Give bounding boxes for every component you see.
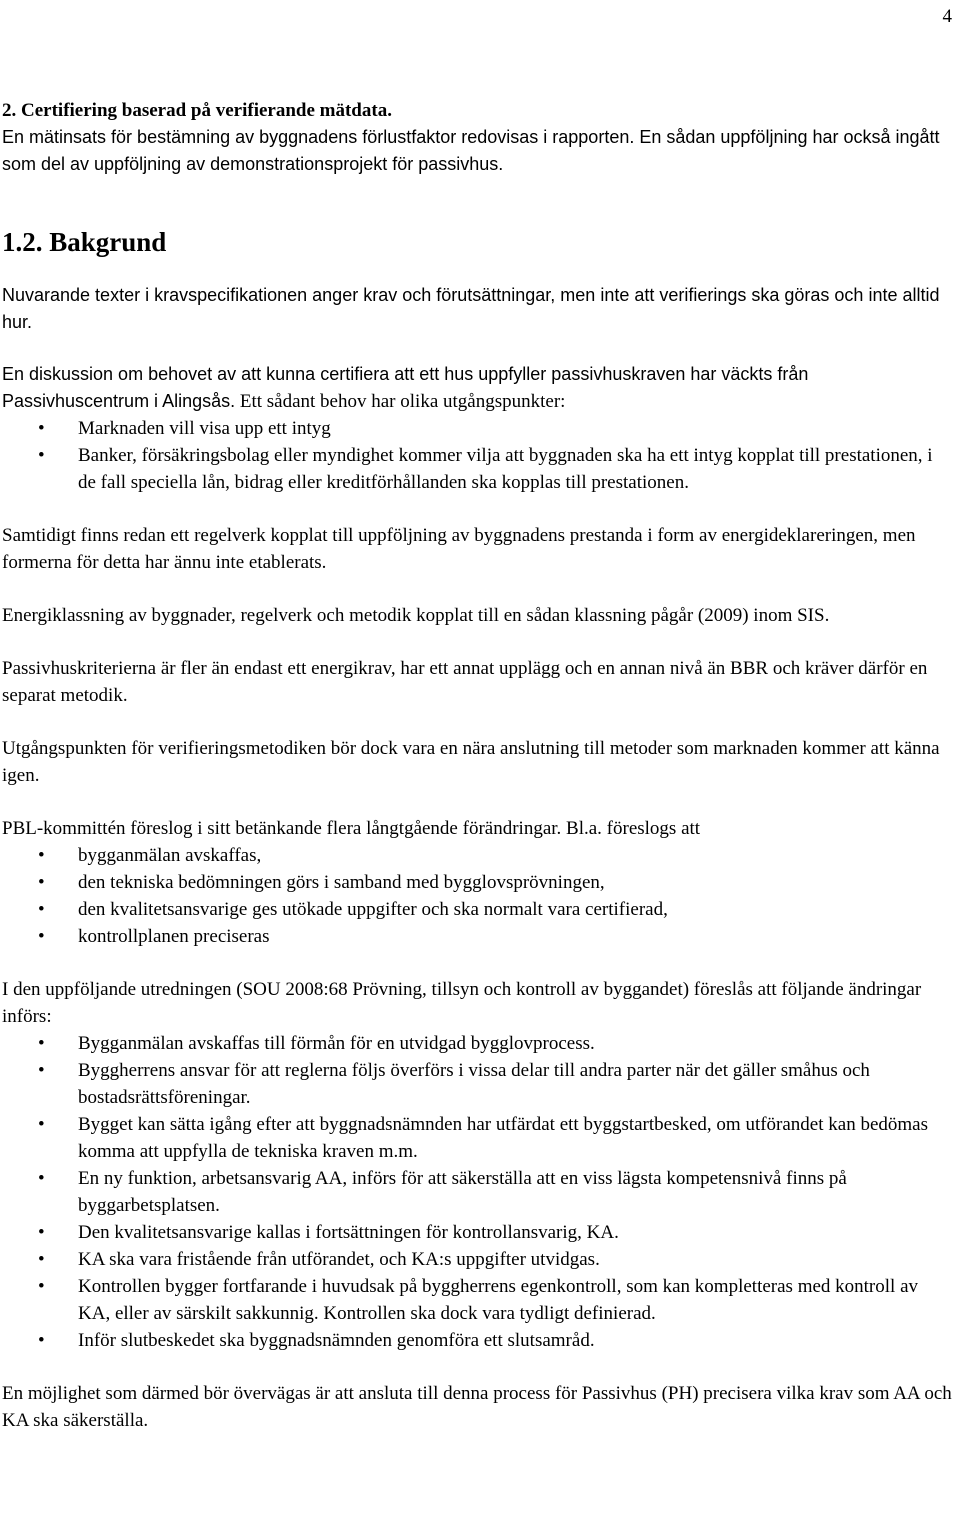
list-item <box>2 442 954 496</box>
list-item-text: Banker, försäkringsbolag eller myndighet kommer vilja att byggnaden ska ha ett intyg kopplat till prestationen, i de fall speciella lån, bidrag eller kreditförhållanden ska kopplas till prestationen. <box>78 445 933 493</box>
list-item-text: bygganmälan avskaffas, <box>78 845 262 866</box>
list-item-text: Bygganmälan avskaffas till förmån för en utvidgad bygglovprocess. <box>78 1033 595 1054</box>
bullet-list <box>2 842 954 950</box>
list-item <box>2 869 954 896</box>
list-item-text: Marknaden vill visa upp ett intyg <box>78 418 331 439</box>
list-item <box>2 1030 954 1057</box>
list-item-text: kontrollplanen preciseras <box>78 926 270 947</box>
paragraph: Nuvarande texter i kravspecifikationen anger krav och förutsättningar, men inte att verifierings ska göras och inte alltid hur. <box>2 285 940 332</box>
list-item <box>2 415 954 442</box>
paragraph-part: Ett sådant behov har olika utgångspunkter: <box>235 391 566 412</box>
paragraph-part: En diskussion om behovet av att kunna certifiera att ett hus uppfyller passivhuskraven har väckts från Passivhuscentrum i Alingsås. <box>2 364 809 411</box>
bullet-icon: • <box>38 1168 45 1189</box>
list-item-text: Den kvalitetsansvarige kallas i fortsättningen för kontrollansvarig, KA. <box>78 1222 619 1243</box>
bullet-list <box>2 415 954 496</box>
bullet-icon: • <box>38 1276 45 1297</box>
list-item <box>2 1273 954 1327</box>
bullet-icon: • <box>38 445 45 466</box>
list-item <box>2 923 954 950</box>
list-item <box>2 1219 954 1246</box>
paragraph: Samtidigt finns redan ett regelverk kopplat till uppföljning av byggnadens prestanda i form av energideklareringen, men formerna för detta har ännu inte etablerats. <box>2 525 916 573</box>
paragraph: Utgångspunkten för verifieringsmetodiken bör dock vara en nära anslutning till metoder som marknaden kommer att känna igen. <box>2 738 940 786</box>
list-item-text: Kontrollen bygger fortfarande i huvudsak på byggherrens egenkontroll, som kan kompletteras med kontroll av KA, eller av särskilt sakkunnig. Kontrollen ska dock vara tydligt definierad. <box>78 1276 918 1324</box>
list-item-text: den tekniska bedömningen görs i samband med bygglovsprövningen, <box>78 872 605 893</box>
list-item-text: Inför slutbeskedet ska byggnadsnämnden genomföra ett slutsamråd. <box>78 1330 595 1351</box>
list-item <box>2 1111 954 1165</box>
paragraph: PBL-kommittén föreslog i sitt betänkande flera långtgående förändringar. Bl.a. föreslogs att <box>2 818 701 839</box>
list-item <box>2 842 954 869</box>
document-body <box>2 97 954 1434</box>
paragraph: En möjlighet som därmed bör övervägas är att ansluta till denna process för Passivhus (PH) precisera vilka krav som AA och KA ska säkerställa. <box>2 1383 952 1431</box>
list-item <box>2 1057 954 1111</box>
list-item <box>2 1327 954 1354</box>
page-number: 4 <box>942 6 952 27</box>
bullet-icon: • <box>38 1060 45 1081</box>
list-item-text: Byggherrens ansvar för att reglerna följs överförs i vissa delar till andra parter när det gäller småhus och bostadsrättsföreningar. <box>78 1060 870 1108</box>
bullet-icon: • <box>38 926 45 947</box>
bullet-icon: • <box>38 899 45 920</box>
list-item-text: den kvalitetsansvarige ges utökade uppgifter och ska normalt vara certifierad, <box>78 899 668 920</box>
section-title: 2. Certifiering baserad på verifierande mätdata. <box>2 100 392 121</box>
bullet-icon: • <box>38 1222 45 1243</box>
paragraph: En mätinsats för bestämning av byggnadens förlustfaktor redovisas i rapporten. En sådan uppföljning har också ingått som del av uppföljning av demonstrationsprojekt för passivhus. <box>2 127 940 174</box>
bullet-icon: • <box>38 418 45 439</box>
bullet-icon: • <box>38 1330 45 1351</box>
bullet-list <box>2 1030 954 1354</box>
paragraph: Energiklassning av byggnader, regelverk och metodik kopplat till en sådan klassning pågår (2009) inom SIS. <box>2 605 830 626</box>
bullet-icon: • <box>38 872 45 893</box>
bullet-icon: • <box>38 1033 45 1054</box>
section-heading: 1.2. Bakgrund <box>2 227 167 257</box>
list-item <box>2 1165 954 1219</box>
list-item-text: Bygget kan sätta igång efter att byggnadsnämnden har utfärdat ett byggstartbesked, om utförandet kan bedömas komma att uppfylla de tekniska kraven m.m. <box>78 1114 928 1162</box>
bullet-icon: • <box>38 845 45 866</box>
paragraph <box>2 361 954 415</box>
list-item-text: KA ska vara fristående från utförandet, och KA:s uppgifter utvidgas. <box>78 1249 600 1270</box>
list-item <box>2 1246 954 1273</box>
list-item <box>2 896 954 923</box>
paragraph: Passivhuskriterierna är fler än endast ett energikrav, har ett annat upplägg och en annan nivå än BBR och kräver därför en separat metodik. <box>2 658 928 706</box>
paragraph: I den uppföljande utredningen (SOU 2008:68 Prövning, tillsyn och kontroll av byggandet) föreslås att följande ändringar införs: <box>2 979 922 1027</box>
bullet-icon: • <box>38 1249 45 1270</box>
bullet-icon: • <box>38 1114 45 1135</box>
list-item-text: En ny funktion, arbetsansvarig AA, införs för att säkerställa att en viss lägsta kompetensnivå finns på byggarbetsplatsen. <box>78 1168 847 1216</box>
